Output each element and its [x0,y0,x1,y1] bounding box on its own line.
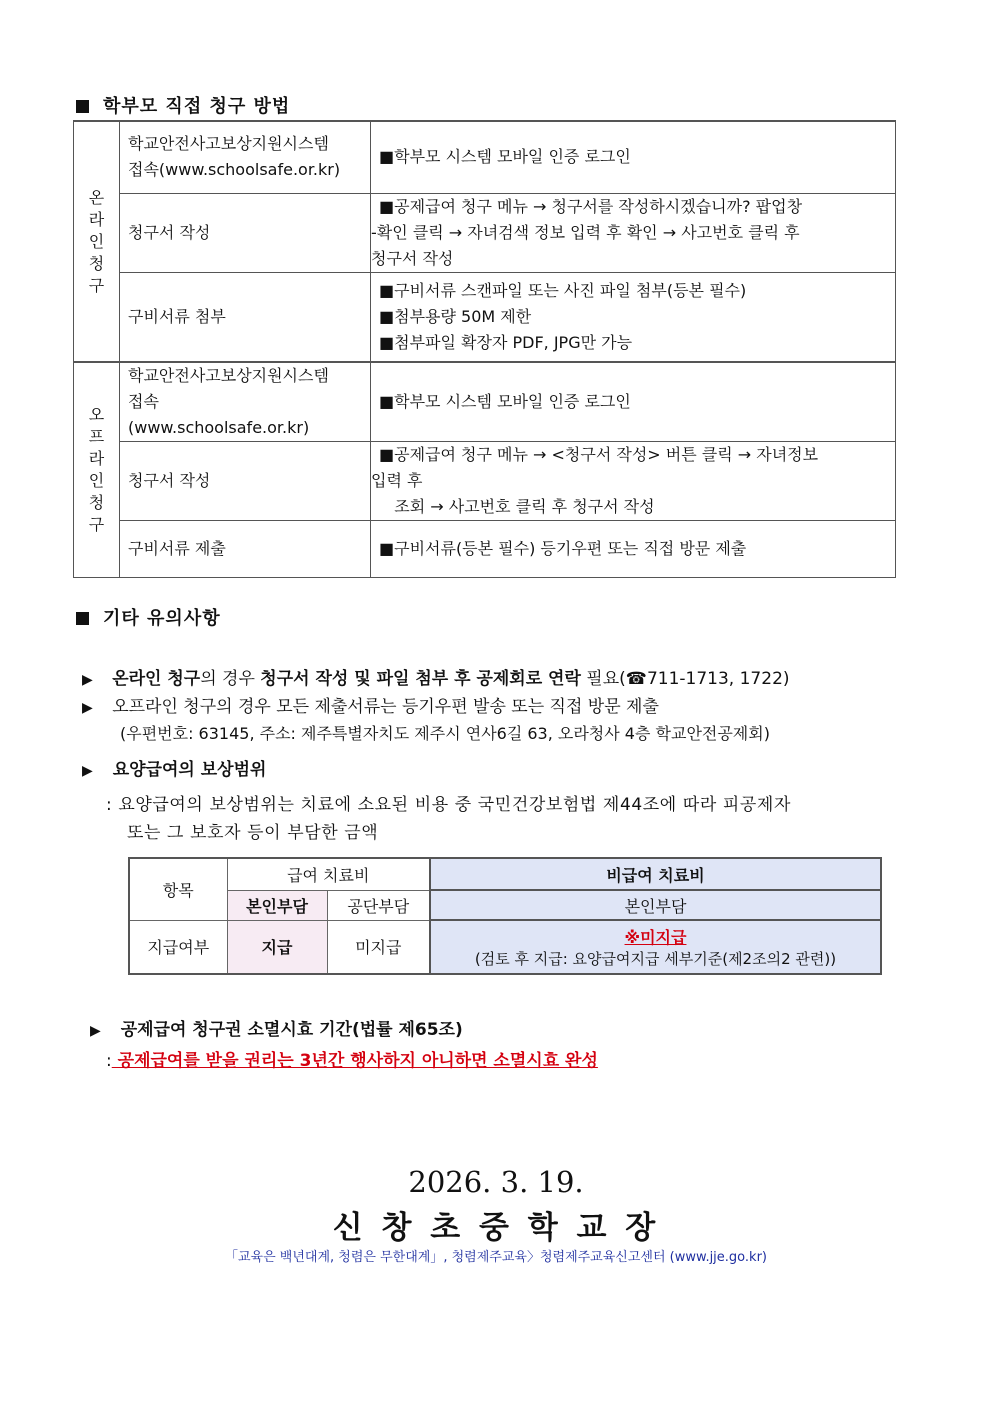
note-prefix: : [106,1051,112,1071]
row-label [120,362,371,442]
row-content [371,193,896,272]
table-row [129,920,881,974]
group-offline [74,362,120,578]
row-label-text: 청구서 작성 [128,222,211,242]
note-bold-1: 온라인 청구 [112,669,201,689]
header-noncovered-self: 본인부담 [430,890,881,920]
row-label [120,442,371,521]
content-line: ■학부모 시스템 모바일 인증 로그인 [379,147,631,167]
table-row [74,272,896,362]
header-covered: 급여 치료비 [227,858,430,890]
content-line: ■공제급여 청구 메뉴 → 청구서를 작성하시겠습니까? 팝업창 [379,196,803,216]
content-line: ■공제급여 청구 메뉴 → <청구서 작성> 버튼 클릭 → 자녀정보 [379,445,819,464]
note-text-2: 필요(☎711-1713, 1722) [580,669,790,689]
row-label [120,193,371,272]
noncovered-status: ※미지급 [624,928,687,947]
table-row [74,193,896,272]
note-online-claim [82,664,790,689]
note-text: 오프라인 청구의 경우 모든 제출서류는 등기우편 발송 또는 직접 방문 제출 [112,697,659,717]
note-title-text: 공제급여 청구권 소멸시효 기간(법률 제65조) [120,1020,463,1040]
row-label-text: 학교안전사고보상지원시스템 접속(www.schoolsafe.or.kr) [128,134,341,180]
content-line: ■첨부용량 50M 제한 [379,306,532,326]
group-label: 오 프 라 인 청 구 [88,405,105,534]
note-coverage-body-2: 또는 그 보호자 등이 부담한 금액 [127,823,379,843]
content-line: ■구비서류 스캔파일 또는 사진 파일 첨부(등본 필수) [379,280,747,300]
table-row [129,890,881,920]
row-label [120,121,371,193]
note-coverage-body-1: : 요양급여의 보상범위는 치료에 소요된 비용 중 국민건강보험법 제44조에 따라 피공제자 [106,795,791,815]
noncovered-note: (검토 후 지급: 요양급여지급 세부기준(제2조의2 관련)) [474,950,837,968]
section-title-direct-claim [76,92,290,118]
table-row [74,521,896,578]
section-title-text: 기타 유의사항 [103,608,221,629]
square-bullet-icon [76,100,89,113]
table-row [74,362,896,442]
row-label-text: 학교안전사고보상지원시스템 접속 (www.schoolsafe.or.kr) [128,366,329,437]
footer-slogan: 「교육은 백년대계, 청렴은 무한대계」, 청렴제주교육〉청렴제주교육신고센터 (www.jje.go.kr) [225,1250,767,1265]
cell-self-pay: 지급 [227,920,327,974]
section-title-notes [76,604,221,630]
note-title-text: 요양급여의 보상범위 [112,760,267,780]
coverage-table [128,857,882,975]
cell-corp-pay: 미지급 [327,920,430,974]
claim-method-table [73,120,896,578]
header-item: 항목 [129,858,227,920]
row-content [371,521,896,578]
row-label [120,521,371,578]
note-limitation-body [106,1046,598,1071]
content-line: ■첨부파일 확장자 PDF, JPG만 가능 [379,332,633,352]
note-coverage-title [82,755,266,780]
content-line: 입력 후 [371,471,423,490]
header-self-pay: 본인부담 [227,890,327,920]
header-noncovered: 비급여 치료비 [430,858,881,890]
content-line: ■학부모 시스템 모바일 인증 로그인 [379,392,631,411]
section-title-text: 학부모 직접 청구 방법 [103,96,291,117]
row-label-text: 청구서 작성 [128,471,211,490]
note-limitation-title [90,1015,463,1040]
cell-noncovered [430,920,881,974]
note-address: (우편번호: 63145, 주소: 제주특별자치도 제주시 연사6길 63, 오라청사 4층 학교안전공제회) [120,724,770,743]
row-content [371,362,896,442]
content-line: 조회 → 사고번호 클릭 후 청구서 작성 [379,497,655,516]
row-label [120,272,371,362]
note-limitation-text: 공제급여를 받을 권리는 3년간 행사하지 아니하면 소멸시효 완성 [111,1051,598,1071]
note-offline-claim [82,692,659,717]
group-online [74,121,120,362]
note-bold-2: 청구서 작성 및 파일 첨부 후 공제회로 연락 [260,669,581,689]
note-text-1: 의 경우 [200,669,261,689]
group-label: 온 라 인 청 구 [88,187,105,295]
footer-date: 2026. 3. 19. [408,1165,584,1199]
content-line: ■구비서류(등본 필수) 등기우편 또는 직접 방문 제출 [379,539,747,558]
content-line: 청구서 작성 [371,248,454,268]
row-content [371,442,896,521]
header-corp-pay: 공단부담 [327,890,430,920]
row-content [371,121,896,193]
row-label-payment: 지급여부 [129,920,227,974]
table-row [129,858,881,890]
square-bullet-icon [76,612,89,625]
row-content [371,272,896,362]
table-row [74,442,896,521]
table-row [74,121,896,193]
content-line: -확인 클릭 → 자녀검색 정보 입력 후 확인 → 사고번호 클릭 후 [371,222,800,242]
row-label-text: 구비서류 제출 [128,539,226,558]
footer-school-name: 신 창 초 중 학 교 장 [332,1210,660,1246]
row-label-text: 구비서류 첨부 [128,306,226,326]
